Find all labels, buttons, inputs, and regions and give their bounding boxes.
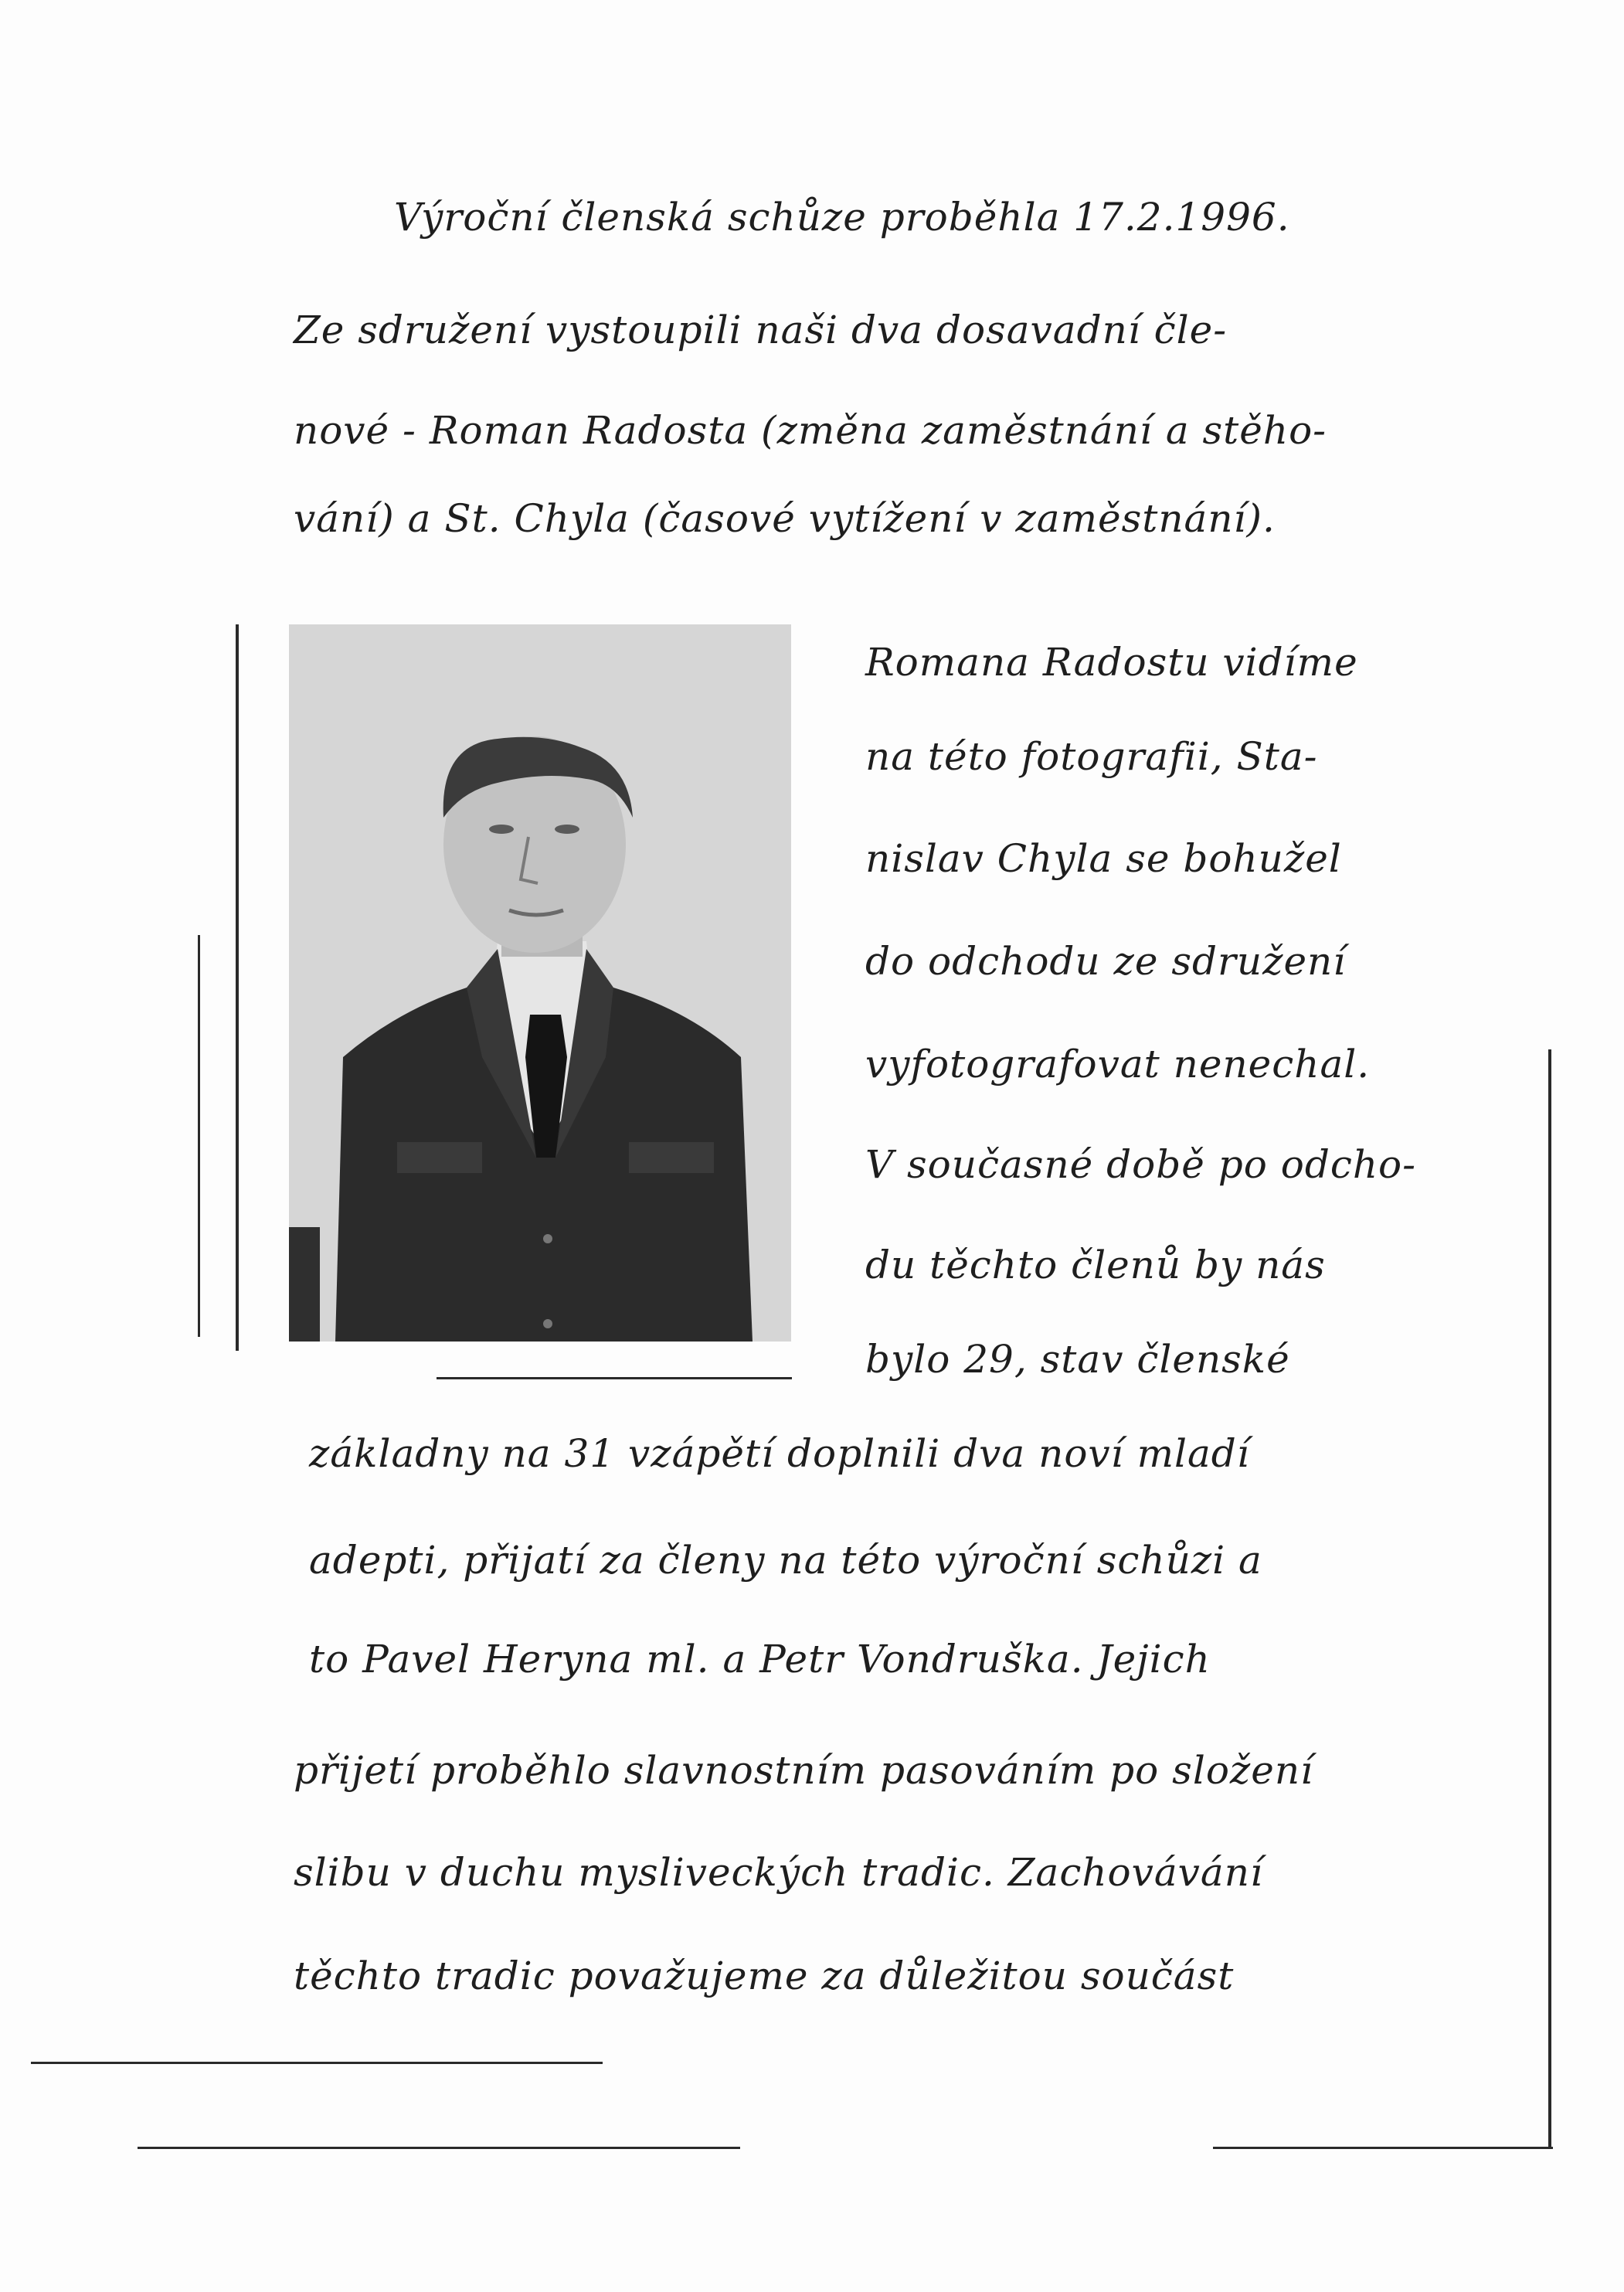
text-line-9: základny na 31 vzápětí doplnili dva noví mladí (309, 1431, 1250, 1476)
text-line-12: přijetí proběhlo slavnostním pasováním po složení (294, 1748, 1314, 1793)
text-right-7: du těchto členů by nás (865, 1243, 1326, 1287)
text-line-13: slibu v duchu mysliveckých tradic. Zachovávání (294, 1850, 1263, 1895)
text-line-2: Ze sdružení vystoupili naši dva dosavadní čle- (294, 308, 1228, 352)
text-line-1: Výroční členská schůze proběhla 17.2.1996. (394, 195, 1290, 240)
text-line-10: adepti, přijatí za členy na této výroční schůzi a (309, 1538, 1262, 1583)
bottom-rule-left (31, 2062, 603, 2064)
text-line-14: těchto tradic považujeme za důležitou součást (294, 1954, 1235, 1998)
left-border-line-outer (198, 935, 200, 1337)
photo-underline (437, 1377, 792, 1379)
portrait-photo (289, 624, 791, 1342)
text-line-3: nové - Roman Radosta (změna zaměstnání a stěho- (294, 408, 1327, 453)
left-border-line (236, 624, 239, 1351)
text-right-3: nislav Chyla se bohužel (865, 836, 1342, 881)
right-border-line (1548, 1049, 1551, 2147)
text-right-4: do odchodu ze sdružení (865, 939, 1347, 984)
bottom-rule-lower (138, 2147, 740, 2149)
text-right-1: Romana Radostu vidíme (865, 640, 1358, 685)
text-line-4: vání) a St. Chyla (časové vytížení v zaměstnání). (294, 496, 1276, 541)
text-right-8: bylo 29, stav členské (865, 1337, 1290, 1382)
text-right-2: na této fotografii, Sta- (865, 734, 1318, 779)
bottom-rule-right (1213, 2147, 1553, 2149)
text-right-6: V současné době po odcho- (865, 1142, 1417, 1187)
text-right-5: vyfotografovat nenechal. (865, 1042, 1371, 1086)
text-line-11: to Pavel Heryna ml. a Petr Vondruška. Jejich (309, 1637, 1211, 1682)
